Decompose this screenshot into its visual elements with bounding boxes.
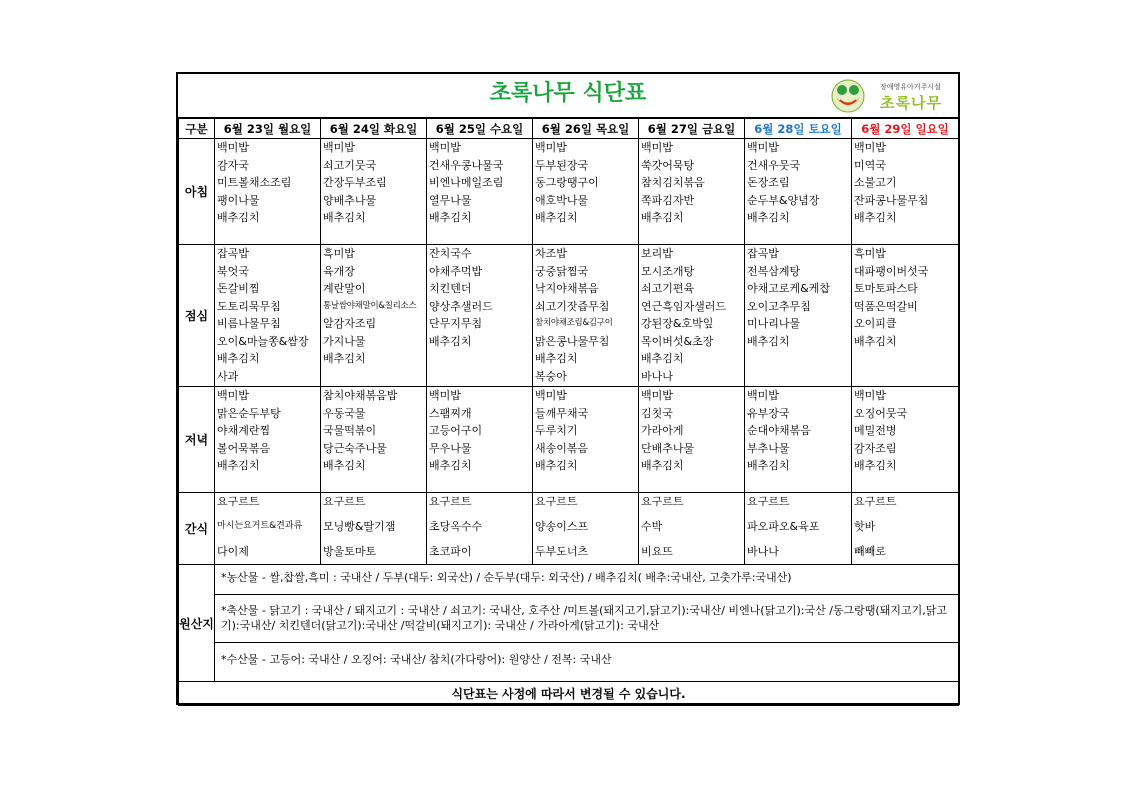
origin-livestock: *축산물 - 닭고기 : 국내산 / 돼지고기 : 국내산 / 쇠고기: 국내산, 호주산 /미트볼(돼지고기,닭고기):국내산/ 비엔나(닭고기):국산 /동그랑땡(돼지고기,닭고기):국내산/ 치킨텐더(닭고기):국내산 /떡갈비(돼지고기): 국내산 / 가라아게(닭고기): 국내산 [221, 604, 947, 632]
dish: 복숭아 [535, 369, 567, 383]
dish: 동그랑땡구이 [535, 176, 599, 189]
footer-row [179, 682, 959, 706]
dish: 배추김치 [323, 459, 366, 472]
dish: 흑미밥 [323, 247, 355, 260]
menu-cell [639, 245, 745, 387]
snack-item: 초코파이 [429, 545, 472, 558]
menu-cell [639, 387, 745, 493]
dish: 가지나물 [323, 334, 366, 348]
dish: 미트볼채소조림 [217, 176, 292, 189]
dish: 보리밥 [641, 247, 673, 260]
dish: 떡품은떡갈비 [854, 299, 918, 313]
dish: 쇠고기편육 [641, 282, 695, 295]
dish: 오이피클 [854, 317, 897, 330]
dish: 고등어구이 [429, 424, 483, 437]
dish: 배추김치 [217, 352, 260, 365]
dish: 배추김치 [429, 211, 472, 224]
dish: 미역국 [854, 158, 886, 172]
dish: 비름나물무침 [217, 317, 281, 330]
snack-item: 빼빼로 [854, 545, 886, 558]
snack-item: 핫바 [854, 520, 876, 533]
tree-logo-icon [828, 78, 868, 114]
dish: 배추김치 [429, 459, 472, 472]
dish: 감자조림 [854, 441, 897, 455]
meal-label: 점심 [179, 245, 215, 387]
dish: 바나나 [641, 369, 673, 383]
logo-name: 초록나무 [880, 94, 942, 112]
menu-cell [745, 387, 852, 493]
origin-box [215, 643, 958, 679]
meal-label: 아침 [179, 139, 215, 245]
origin-agricultural: *농산물 - 쌀,찹쌀,흑미 : 국내산 / 두부(대두: 외국산) / 순두부(대두: 외국산) / 배추김치( 배추:국내산, 고춧가루:국내산) [221, 571, 792, 584]
dish: 연근흑임자샐러드 [641, 299, 727, 313]
dish: 백미밥 [217, 141, 249, 154]
menu-cell [427, 387, 533, 493]
snack-cell [745, 493, 852, 565]
dish: 국물떡볶이 [323, 424, 377, 437]
menu-cell [533, 387, 639, 493]
menu-cell [639, 139, 745, 245]
dish: 백미밥 [641, 141, 673, 154]
dish: 쑥갓어묵탕 [641, 158, 695, 172]
dish: 배추김치 [535, 352, 578, 365]
origin-seafood: *수산물 - 고등어: 국내산 / 오징어: 국내산/ 참치(가다랑어): 원양산 / 전복: 국내산 [221, 653, 612, 666]
dish: 잡곡밥 [747, 247, 779, 260]
snack-item: 요구르트 [429, 495, 472, 508]
day-header-sunday: 6월 29일 일요일 [852, 119, 959, 139]
snack-item: 방울토마토 [323, 545, 377, 558]
snack-item: 다이제 [217, 545, 249, 558]
dish: 배추김치 [535, 459, 578, 472]
header-label: 구분 [179, 119, 215, 139]
dish: 건새우콩나물국 [429, 158, 504, 172]
dish: 강된장&호박잎 [641, 317, 714, 330]
snack-item: 요구르트 [747, 495, 790, 508]
dish: 배추김치 [854, 211, 897, 224]
snack-cell [215, 493, 321, 565]
dish: 당근숙주나물 [323, 441, 387, 455]
dish: 차조밥 [535, 247, 567, 260]
dish: 배추김치 [747, 211, 790, 224]
dish: 간장두부조림 [323, 176, 387, 189]
snack-item: 요구르트 [323, 495, 366, 508]
dish: 오이고추무침 [747, 299, 811, 313]
dish: 궁중닭찜국 [535, 264, 589, 278]
dish: 북엇국 [217, 264, 249, 278]
dish: 알감자조림 [323, 317, 377, 330]
dish: 백미밥 [217, 389, 249, 402]
dish: 야채고로케&케찹 [747, 282, 830, 295]
dish: 새송이볶음 [535, 441, 589, 455]
dish: 전복삼계탕 [747, 264, 801, 278]
title-row [178, 74, 958, 118]
menu-cell [533, 139, 639, 245]
origin-box [215, 595, 958, 643]
dish: 백미밥 [535, 141, 567, 154]
dish: 야채주먹밥 [429, 264, 483, 278]
menu-cell [215, 387, 321, 493]
menu-cell [745, 139, 852, 245]
dish: 도토리묵무침 [217, 299, 281, 313]
dish: 배추김치 [429, 334, 472, 348]
day-header-saturday: 6월 28일 토요일 [745, 119, 852, 139]
dish: 미나리나물 [747, 317, 801, 330]
dish: 애호박나물 [535, 193, 589, 207]
snack-item: 두부도너츠 [535, 545, 589, 558]
dish: 참치야채조림&김구이 [535, 318, 613, 328]
dish: 계란말이 [323, 282, 366, 295]
snack-item: 수박 [641, 520, 663, 533]
dish: 오이&마늘쫑&쌈장 [217, 334, 309, 348]
menu-cell [852, 245, 959, 387]
dish: 백미밥 [641, 389, 673, 402]
dish: 양배추나물 [323, 193, 377, 207]
dish: 팽이나물 [217, 193, 260, 207]
dish: 모시조개탕 [641, 264, 695, 278]
dish: 배추김치 [747, 334, 790, 348]
dish: 백미밥 [429, 141, 461, 154]
dish: 잔파콩나물무침 [854, 193, 929, 207]
dish: 사과 [217, 369, 239, 383]
snack-item: 모닝빵&딸기잼 [323, 520, 396, 533]
dish: 돈장조림 [747, 176, 790, 189]
dish: 백미밥 [323, 141, 355, 154]
dish: 건새우뭇국 [747, 158, 801, 172]
dish: 통날쌈야채말이&칠리소스 [323, 300, 417, 311]
snack-item: 파오파오&육포 [747, 520, 820, 533]
menu-cell [215, 139, 321, 245]
meal-label: 간식 [179, 493, 215, 565]
dish: 백미밥 [429, 389, 461, 402]
dish: 배추김치 [641, 352, 684, 365]
dish: 대파팽이버섯국 [854, 264, 929, 278]
dish: 배추김치 [217, 211, 260, 224]
dish: 순대야채볶음 [747, 424, 811, 437]
dish: 단배추나물 [641, 441, 695, 455]
dish: 육개장 [323, 264, 355, 278]
snack-item: 요구르트 [641, 495, 684, 508]
snack-cell [852, 493, 959, 565]
dish: 낙지야채볶음 [535, 282, 599, 295]
breakfast-row [179, 139, 959, 245]
snack-item: 요구르트 [854, 495, 897, 508]
menu-cell [427, 139, 533, 245]
dish: 배추김치 [641, 211, 684, 224]
menu-cell [533, 245, 639, 387]
dish: 쇠고기뭇국 [323, 158, 377, 172]
dish: 볼어묵볶음 [217, 441, 271, 455]
dish: 돈갈비찜 [217, 282, 260, 295]
dish: 배추김치 [217, 459, 260, 472]
snack-item: 요구르트 [217, 495, 260, 508]
dish: 스팸찌개 [429, 406, 472, 420]
snack-item: 양송이스프 [535, 520, 589, 533]
snack-item: 마시는요거트&견과류 [217, 521, 303, 531]
snack-item: 비요뜨 [641, 545, 673, 558]
snack-item: 요구르트 [535, 495, 578, 508]
dish: 우동국물 [323, 406, 366, 420]
snack-item: 바나나 [747, 545, 779, 558]
menu-cell [215, 245, 321, 387]
logo [828, 78, 952, 114]
day-header: 6월 25일 수요일 [427, 119, 533, 139]
dish: 쇠고기잣즙무침 [535, 299, 610, 313]
day-header: 6월 26일 목요일 [533, 119, 639, 139]
footer-notice: 식단표는 사정에 따라서 변경될 수 있습니다. [179, 682, 959, 706]
dish: 흑미밥 [854, 247, 886, 260]
dish: 백미밥 [747, 389, 779, 402]
origin-box [215, 565, 958, 595]
menu-table [178, 118, 959, 706]
dish: 잔치국수 [429, 247, 472, 260]
origin-row [179, 565, 959, 682]
snack-item: 초당옥수수 [429, 520, 483, 533]
dish: 맑은순두부탕 [217, 406, 281, 420]
dish: 배추김치 [854, 459, 897, 472]
dish: 맑은콩나물무침 [535, 334, 610, 348]
day-header-row [179, 119, 959, 139]
menu-cell [321, 245, 427, 387]
menu-cell [852, 139, 959, 245]
origin-label: 원산지 [179, 565, 215, 682]
dish: 두루치기 [535, 424, 578, 437]
dish: 순두부&양념장 [747, 193, 820, 207]
dish: 배추김치 [641, 459, 684, 472]
dish: 쪽파김자반 [641, 193, 695, 207]
menu-cell [321, 139, 427, 245]
dish: 배추김치 [323, 352, 366, 365]
dish: 오징어뭇국 [854, 406, 908, 420]
page-title: 초록나무 식단표 [489, 81, 647, 106]
origin-cell [215, 565, 959, 682]
dish: 백미밥 [854, 389, 886, 402]
dish: 목이버섯&초장 [641, 334, 714, 348]
dish: 김칫국 [641, 406, 673, 420]
dish: 비엔나메일조림 [429, 176, 504, 189]
dinner-row [179, 387, 959, 493]
dish: 배추김치 [747, 459, 790, 472]
dish: 치킨텐더 [429, 282, 472, 295]
day-header: 6월 24일 화요일 [321, 119, 427, 139]
dish: 참치야채볶음밥 [323, 389, 398, 402]
menu-sheet [176, 72, 960, 705]
snack-cell [321, 493, 427, 565]
snack-cell [533, 493, 639, 565]
dish: 백미밥 [854, 141, 886, 154]
dish: 토마토파스타 [854, 282, 918, 295]
dish: 들깨무채국 [535, 406, 589, 420]
lunch-row [179, 245, 959, 387]
dish: 유부장국 [747, 406, 790, 420]
dish: 두부된장국 [535, 158, 589, 172]
menu-cell [321, 387, 427, 493]
dish: 잡곡밥 [217, 247, 249, 260]
dish: 참치김치볶음 [641, 176, 705, 189]
menu-cell [852, 387, 959, 493]
menu-cell [745, 245, 852, 387]
snack-cell [639, 493, 745, 565]
dish: 감자국 [217, 158, 249, 172]
day-header: 6월 23일 월요일 [215, 119, 321, 139]
dish: 배추김치 [535, 211, 578, 224]
logo-caption: 장애영유아거주시설 [880, 83, 941, 91]
menu-cell [427, 245, 533, 387]
dish: 무우나물 [429, 441, 472, 455]
dish: 메밀전병 [854, 424, 897, 437]
dish: 양상추샐러드 [429, 299, 493, 313]
dish: 열무나물 [429, 193, 472, 207]
dish: 배추김치 [323, 211, 366, 224]
day-header: 6월 27일 금요일 [639, 119, 745, 139]
dish: 백미밥 [535, 389, 567, 402]
dish: 야채계란찜 [217, 424, 271, 437]
dish: 소불고기 [854, 176, 897, 189]
meal-label: 저녁 [179, 387, 215, 493]
snack-row [179, 493, 959, 565]
dish: 배추김치 [854, 334, 897, 348]
snack-cell [427, 493, 533, 565]
dish: 백미밥 [747, 141, 779, 154]
dish: 가라아게 [641, 424, 684, 437]
dish: 단무지무침 [429, 317, 483, 330]
dish: 부추나물 [747, 441, 790, 455]
